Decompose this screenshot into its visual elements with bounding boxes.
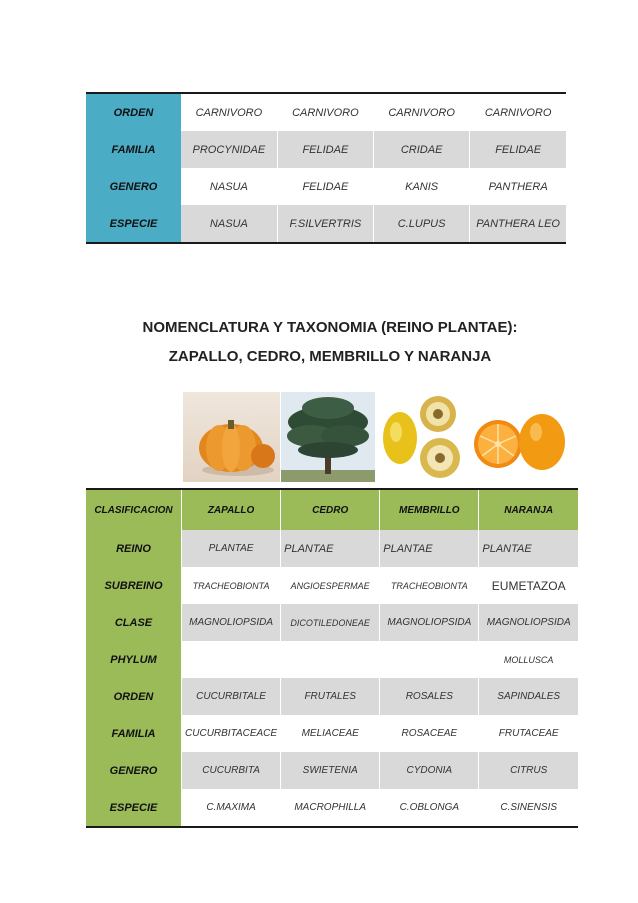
table-cell bbox=[281, 641, 380, 678]
table-cell: FRUTALES bbox=[281, 678, 380, 715]
table-cell: PLANTAE bbox=[281, 530, 380, 567]
table-cell: C.LUPUS bbox=[374, 205, 470, 243]
column-header: CEDRO bbox=[281, 489, 380, 530]
table-cell: CRIDAE bbox=[374, 131, 470, 168]
row-label: ORDEN bbox=[86, 678, 182, 715]
table-row bbox=[86, 678, 578, 715]
row-label: CLASE bbox=[86, 604, 182, 641]
table-cell: CUCURBITA bbox=[182, 752, 281, 789]
column-header: MEMBRILLO bbox=[380, 489, 479, 530]
table-cell bbox=[182, 641, 281, 678]
row-label: FAMILIA bbox=[86, 131, 181, 168]
table-row bbox=[86, 715, 578, 752]
table-header-row bbox=[86, 489, 578, 530]
animal-taxonomy-table bbox=[86, 92, 566, 244]
table-row bbox=[86, 604, 578, 641]
table-cell: PANTHERA LEO bbox=[470, 205, 566, 243]
row-label: SUBREINO bbox=[86, 567, 182, 604]
table-cell: MAGNOLIOPSIDA bbox=[182, 604, 281, 641]
row-label: PHYLUM bbox=[86, 641, 182, 678]
table-cell: MELIACEAE bbox=[281, 715, 380, 752]
table-cell: CARNIVORO bbox=[470, 93, 566, 131]
row-label: GENERO bbox=[86, 168, 181, 205]
table-cell: EUMETAZOA bbox=[479, 567, 578, 604]
table-cell: PANTHERA bbox=[470, 168, 566, 205]
section-title: NOMENCLATURA Y TAXONOMIA (REINO PLANTAE): bbox=[142, 319, 518, 336]
cedar-tree-photo bbox=[281, 392, 375, 482]
table-cell: MACROPHILLA bbox=[281, 789, 380, 827]
table-cell: NASUA bbox=[209, 180, 248, 193]
row-label: ESPECIE bbox=[86, 789, 182, 827]
table-cell: CUCURBITACEACE bbox=[182, 715, 281, 752]
table-cell: NASUA bbox=[181, 205, 277, 243]
table-row bbox=[86, 530, 578, 567]
table-row bbox=[86, 93, 566, 131]
table-cell: ANGIOESPERMAE bbox=[281, 567, 380, 604]
table-cell: C.OBLONGA bbox=[380, 789, 479, 827]
table-cell: CARNIVORO bbox=[277, 93, 373, 131]
table-cell: ROSALES bbox=[380, 678, 479, 715]
table-cell: CITRUS bbox=[479, 752, 578, 789]
table-cell: FELIDAE bbox=[277, 131, 373, 168]
table-cell: PLANTAE bbox=[479, 530, 578, 567]
quince-fruit-photo bbox=[380, 392, 470, 482]
table-cell: CYDONIA bbox=[380, 752, 479, 789]
table-row bbox=[86, 205, 566, 243]
table-cell: SAPINDALES bbox=[479, 678, 578, 715]
section-subtitle: ZAPALLO, CEDRO, MEMBRILLO Y NARANJA bbox=[168, 348, 492, 365]
table-cell: MOLLUSCA bbox=[479, 641, 578, 678]
column-header: CLASIFICACION bbox=[86, 489, 182, 530]
table-cell: PROCYNIDAE bbox=[181, 131, 277, 168]
table-cell: SWIETENIA bbox=[281, 752, 380, 789]
table-cell bbox=[380, 641, 479, 678]
table-row bbox=[86, 789, 578, 827]
row-label: ORDEN bbox=[86, 93, 181, 131]
table-cell: CARNIVORO bbox=[195, 106, 263, 119]
table-cell: FELIDAE bbox=[277, 168, 373, 205]
table-cell: FRUTACEAE bbox=[479, 715, 578, 752]
table-cell: CUCURBITALE bbox=[182, 678, 281, 715]
table-cell: DICOTILEDONEAE bbox=[281, 604, 380, 641]
plant-taxonomy-table bbox=[86, 488, 578, 828]
table-cell: KANIS bbox=[374, 168, 470, 205]
table-cell: F.SILVERTRIS bbox=[277, 205, 373, 243]
table-cell: TRACHEOBIONTA bbox=[182, 567, 281, 604]
column-header: NARANJA bbox=[479, 489, 578, 530]
table-row bbox=[86, 567, 578, 604]
table-cell: CARNIVORO bbox=[374, 93, 470, 131]
table-row bbox=[86, 168, 566, 205]
table-row bbox=[86, 641, 578, 678]
table-row bbox=[86, 131, 566, 168]
row-label: ESPECIE bbox=[86, 205, 181, 243]
table-row bbox=[86, 752, 578, 789]
pumpkin-photo bbox=[183, 392, 280, 482]
table-cell: ROSACEAE bbox=[380, 715, 479, 752]
orange-fruit-photo bbox=[472, 392, 568, 482]
table-cell: PLANTAE bbox=[380, 530, 479, 567]
row-label: FAMILIA bbox=[86, 715, 182, 752]
row-label: REINO bbox=[86, 530, 182, 567]
row-label: GENERO bbox=[86, 752, 182, 789]
column-header: ZAPALLO bbox=[182, 489, 281, 530]
table-cell: C.SINENSIS bbox=[479, 789, 578, 827]
table-cell: FELIDAE bbox=[470, 131, 566, 168]
table-cell: C.MAXIMA bbox=[182, 789, 281, 827]
table-cell: MAGNOLIOPSIDA bbox=[380, 604, 479, 641]
table-cell: TRACHEOBIONTA bbox=[380, 567, 479, 604]
table-cell: MAGNOLIOPSIDA bbox=[479, 604, 578, 641]
table-cell: PLANTAE bbox=[182, 530, 281, 567]
